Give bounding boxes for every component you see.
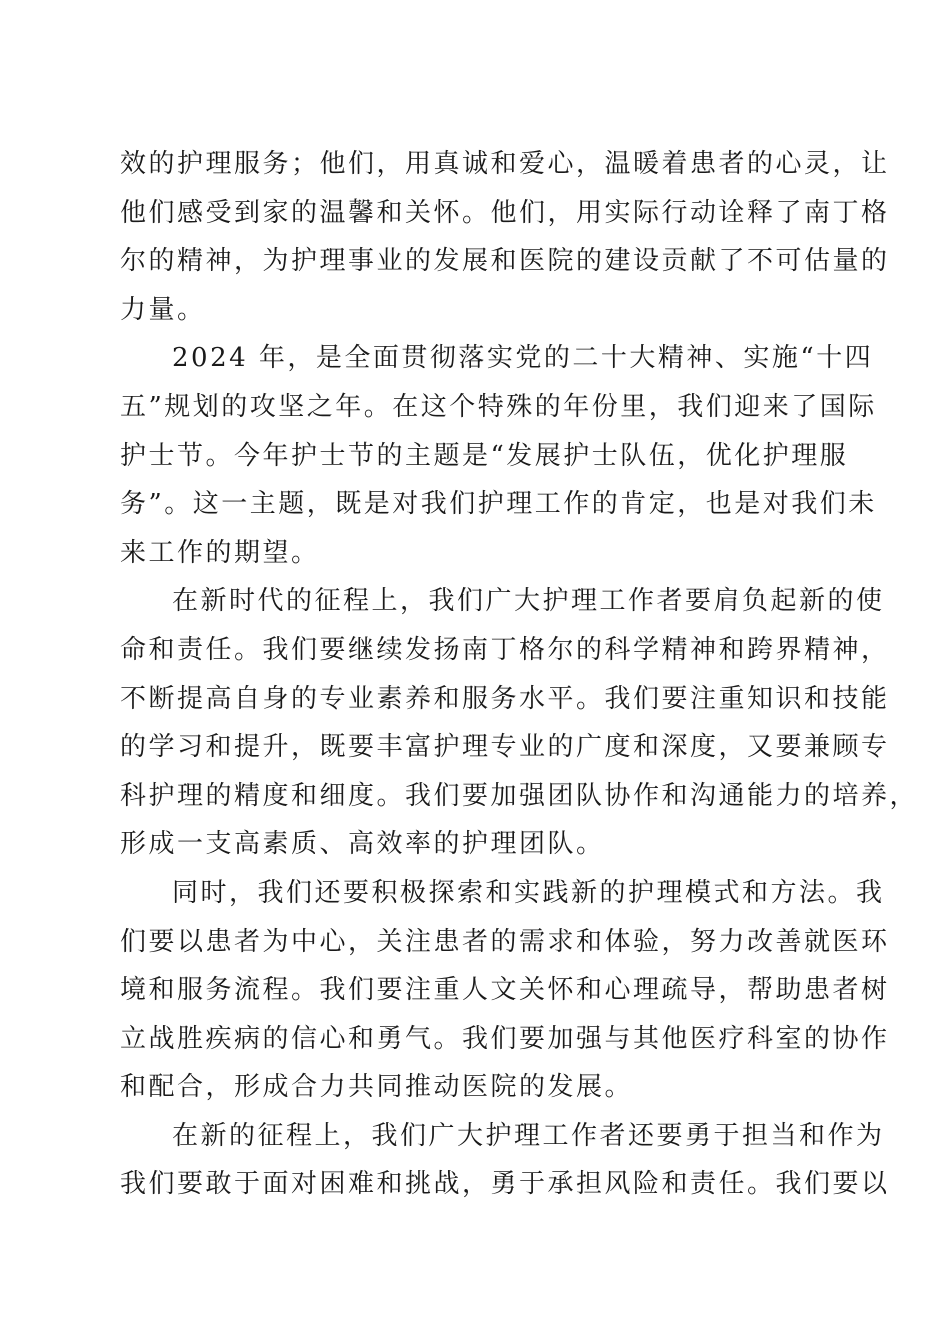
text-line: 科护理的精度和细度。我们要加强团队协作和沟通能力的培养，: [120, 780, 919, 811]
text-line: 立战胜疾病的信心和勇气。我们要加强与其他医疗科室的协作: [120, 1023, 890, 1054]
text-line: 护士节。今年护士节的主题是“发展护士队伍，优化护理服: [120, 440, 849, 471]
text-line: 在新时代的征程上，我们广大护理工作者要肩负起新的使: [172, 586, 885, 617]
text-line: 和配合，形成合力共同推动医院的发展。: [120, 1072, 634, 1103]
text-line: 境和服务流程。我们要注重人文关怀和心理疏导，帮助患者树: [120, 975, 890, 1006]
text-line: 他们感受到家的温馨和关怀。他们，用实际行动诠释了南丁格: [120, 197, 890, 228]
text-line: 们要以患者为中心，关注患者的需求和体验，努力改善就医环: [120, 926, 890, 957]
text-line: 五”规划的攻坚之年。在这个特殊的年份里，我们迎来了国际: [120, 391, 877, 422]
text-line: 同时，我们还要积极探索和实践新的护理模式和方法。我: [172, 877, 885, 908]
text-line: 我们要敢于面对困难和挑战，勇于承担风险和责任。我们要以: [120, 1169, 890, 1200]
text-line: 力量。: [120, 294, 206, 325]
text-line: 来工作的期望。: [120, 537, 320, 568]
text-line: 尔的精神，为护理事业的发展和医院的建设贡献了不可估量的: [120, 246, 890, 277]
text-line: 的学习和提升，既要丰富护理专业的广度和深度，又要兼顾专: [120, 732, 890, 763]
document-body: [120, 140, 919, 1209]
text-line: 2024 年，是全面贯彻落实党的二十大精神、实施“十四: [172, 343, 874, 374]
text-line: 效的护理服务；他们，用真诚和爱心，温暖着患者的心灵，让: [120, 149, 890, 179]
text-line: 务”。这一主题，既是对我们护理工作的肯定，也是对我们未: [120, 489, 877, 520]
text-line: 形成一支高素质、高效率的护理团队。: [120, 829, 605, 860]
text-line: 在新的征程上，我们广大护理工作者还要勇于担当和作为: [172, 1120, 885, 1151]
text-line: 不断提高自身的专业素养和服务水平。我们要注重知识和技能: [120, 683, 890, 714]
text-line: 命和责任。我们要继续发扬南丁格尔的科学精神和跨界精神，: [120, 634, 890, 665]
